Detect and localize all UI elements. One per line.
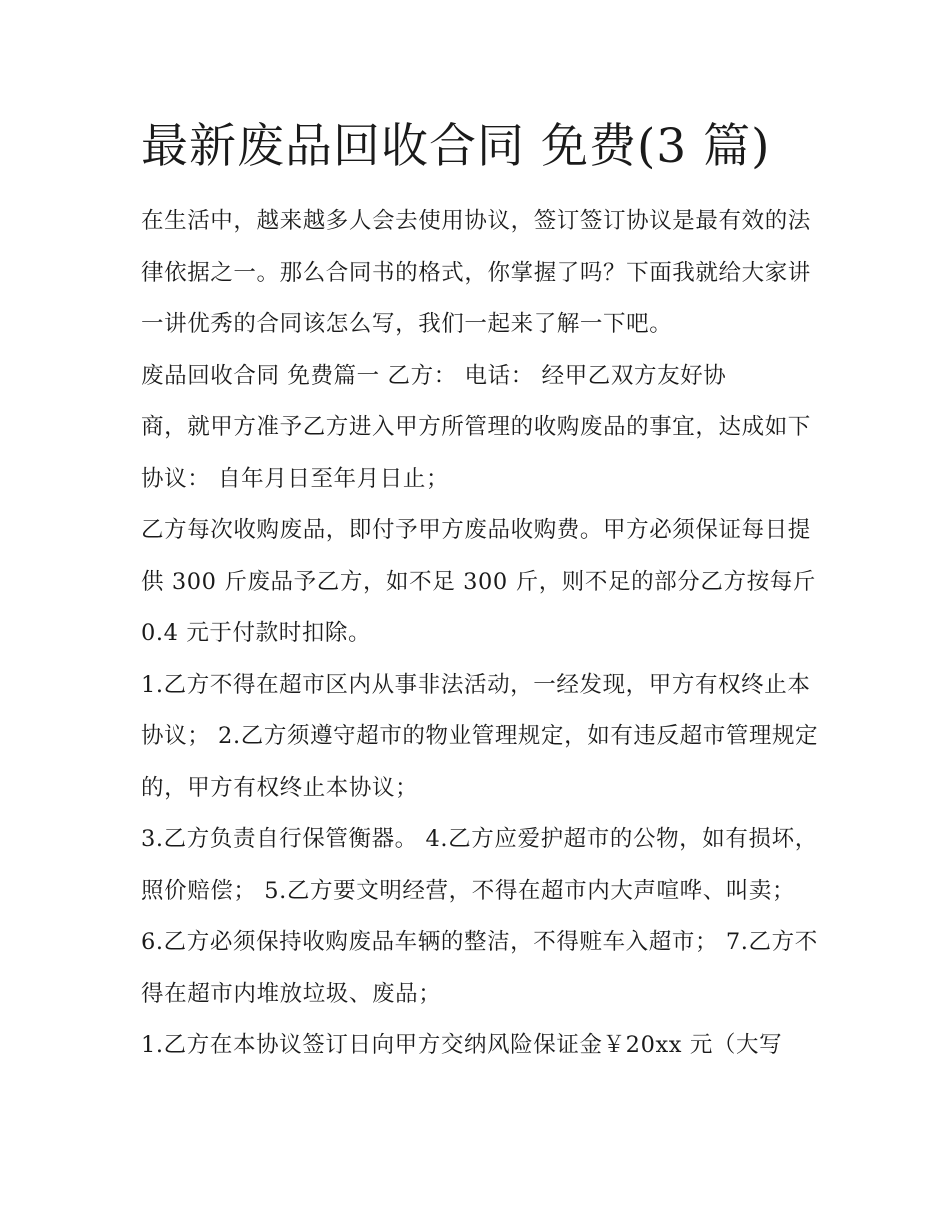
paragraph-purchase-fee: 乙方每次收购废品，即付予甲方废品收购费。甲方必须保证每日提供 300 斤废品予乙方，如不足 300 斤，则不足的部分乙方按每斤 0.4 元于付款时扣除。 <box>141 517 816 646</box>
paragraph-clauses-1-2: 1.乙方不得在超市区内从事非法活动，一经发现，甲方有权终止本协议； 2.乙方须遵守超市的物业管理规定，如有违反超市管理规定的，甲方有权终止本协议； <box>141 671 819 801</box>
document-page <box>141 108 821 1072</box>
document-body <box>141 196 821 1072</box>
paragraph-clauses-6-7: 6.乙方必须保持收购废品车辆的整洁，不得赃车入超市； 7.乙方不得在超市内堆放垃圾、废品； <box>141 929 818 1007</box>
paragraph-deposit: 1.乙方在本协议签订日向甲方交纳风险保证金￥20xx 元（大写 <box>141 1032 783 1058</box>
paragraph-agreement-term: 商，就甲方准予乙方进入甲方所管理的收购废品的事宜，达成如下协议： 自年月日至年月日止； <box>141 414 811 492</box>
document-title: 最新废品回收合同 免费(3 篇) <box>141 119 771 174</box>
paragraph-contract-header: 废品回收合同 免费篇一 乙方： 电话： 经甲乙双方友好协 <box>141 362 727 389</box>
paragraph-intro: 在生活中，越来越多人会去使用协议，签订签订协议是最有效的法律依据之一。那么合同书的格式，你掌握了吗？下面我就给大家讲一讲优秀的合同该怎么写，我们一起来了解一下吧。 <box>141 208 811 337</box>
paragraph-clauses-3-5: 3.乙方负责自行保管衡器。 4.乙方应爱护超市的公物，如有损坏，照价赔偿； 5.乙方要文明经营，不得在超市内大声喧哗、叫卖； <box>141 826 818 904</box>
